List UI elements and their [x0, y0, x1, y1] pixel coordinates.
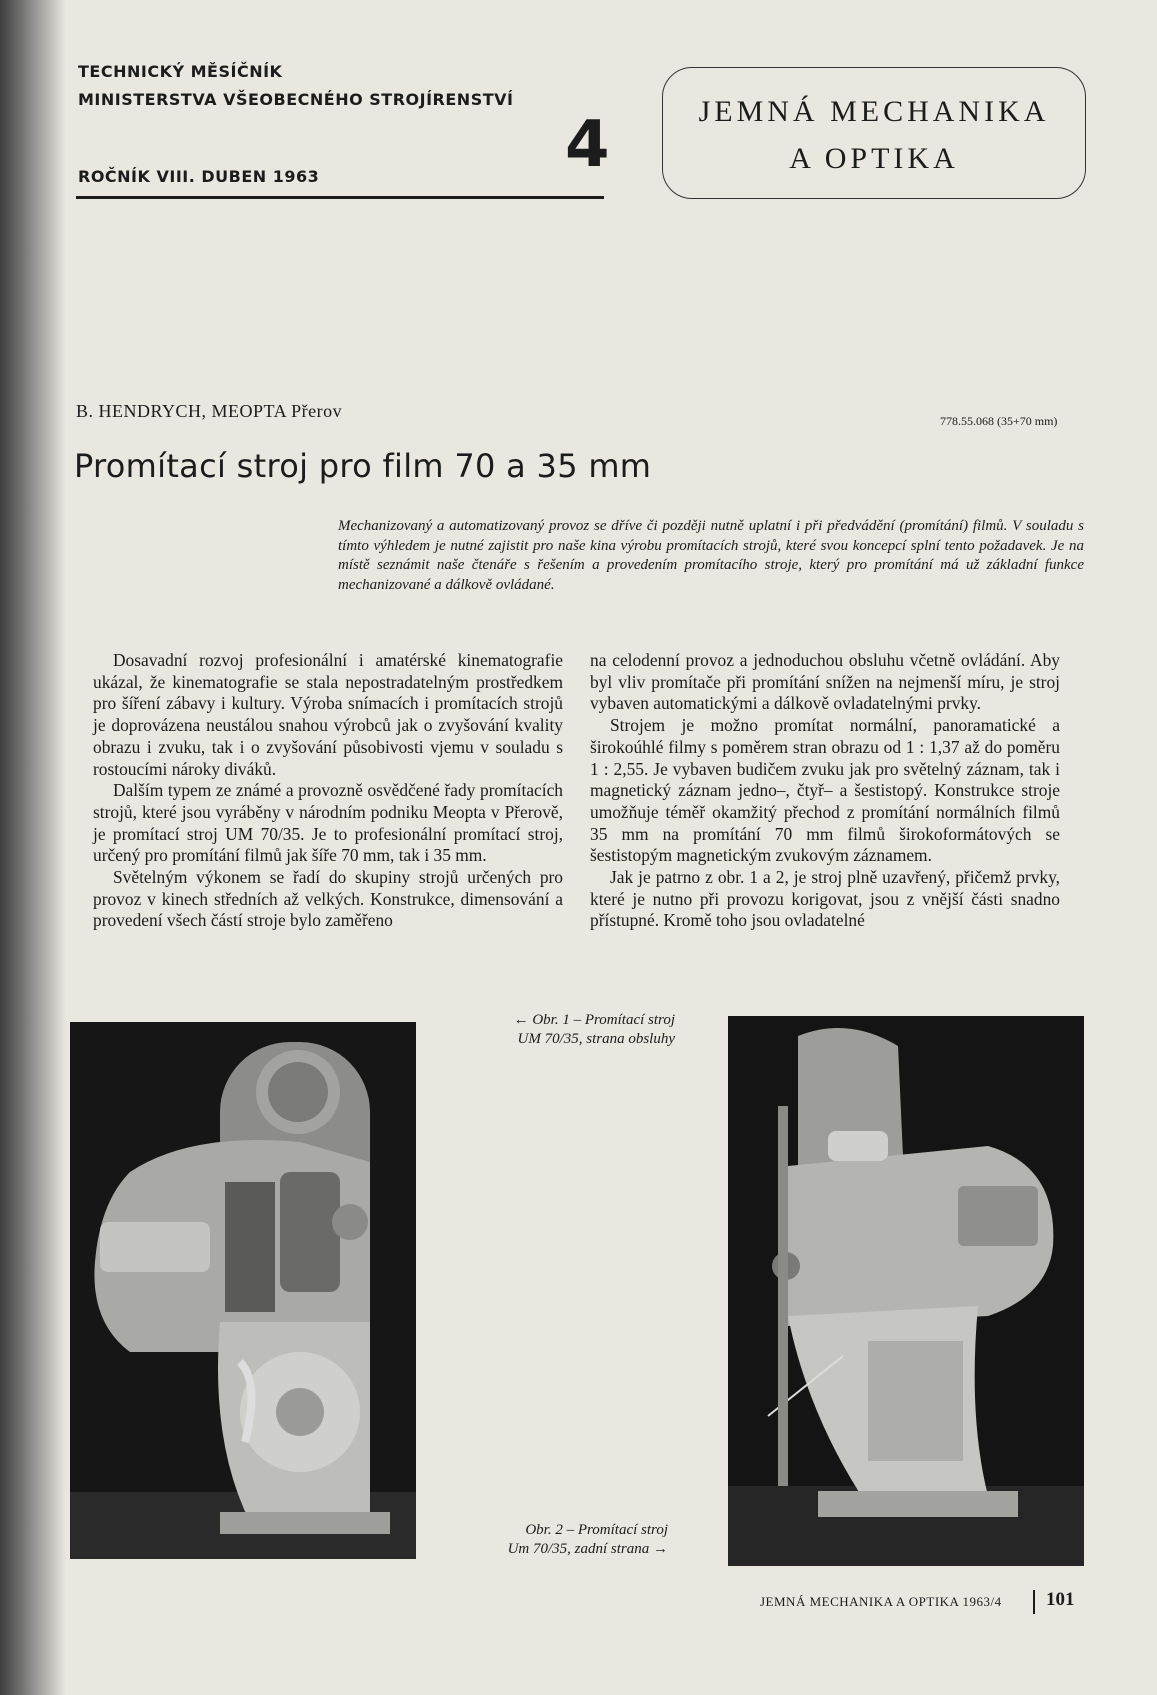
- article-abstract: Mechanizovaný a automatizovaný provoz se dříve či později nutně uplatní i při předvádění (promítání) filmů. V souladu s tímto výhledem je nutné zajistit pro naše kina výrobu promítacích strojů, které svou koncepcí splní tento požadavek. Je na místě seznámit naše čtenáře s řešením a provedením promítacího stroje, který pro promítání má už základní funkce mechanizované a dálkově ovládané.: [338, 518, 1084, 593]
- projector-rear-side-illustration: [728, 1016, 1084, 1566]
- journal-title-frame: [662, 67, 1086, 199]
- paragraph: Dalším typem ze známé a provozně osvědčené řady promítacích strojů, které jsou vyráběny v národním podniku Meopta v Přerově, je promítací stroj UM 70/35. Je to profesionální promítací stroj, určený pro promítání filmů jak šíře 70 mm, tak i 35 mm.: [93, 780, 563, 866]
- paragraph: Dosavadní rozvoj profesionální i amatérské kinematografie ukázal, že kinematografie se stala nepostradatelným prostředkem pro šíření zábavy i kultury. Výroba snímacích i promítacích strojů je doprovázena neustálou snahou výrobců jak o zvyšování kvality obrazu i zvuku, tak i o zvyšování působivosti vjemu v souladu s rostoucími nároky diváků.: [93, 650, 563, 779]
- masthead-rule: [76, 196, 604, 199]
- issue-number: 4: [565, 108, 610, 182]
- page-number: 101: [1046, 1589, 1075, 1610]
- caption-line: Um 70/35, zadní strana →: [507, 1541, 668, 1557]
- udc-classification: 778.55.068 (35+70 mm): [940, 414, 1058, 428]
- masthead-line-2: MINISTERSTVA VŠEOBECNÉHO STROJÍRENSTVÍ: [78, 90, 514, 109]
- paragraph: na celodenní provoz a jednoduchou obsluhu včetně ovládání. Aby byl vliv promítače při promítání snížen na nejmenší míru, je stroj vybaven automatickými a dálkově ovladatelnými prvky.: [590, 650, 1060, 714]
- body-column-left: [93, 650, 563, 932]
- binding-gutter-shadow: [0, 0, 66, 1695]
- footer-separator: [1033, 1590, 1035, 1614]
- figure-2-projector-photo: [728, 1016, 1084, 1566]
- caption-line: UM 70/35, strana obsluhy: [517, 1031, 675, 1047]
- figure-2-caption: [440, 1521, 668, 1559]
- masthead-volume-date: ROČNÍK VIII. DUBEN 1963: [78, 167, 320, 186]
- body-column-right: [590, 650, 1060, 932]
- paragraph: Jak je patrno z obr. 1 a 2, je stroj plně uzavřený, přičemž prvky, které je nutno při provozu korigovat, jsou z vnější části snadno přístupné. Kromě toho jsou ovladatelné: [590, 867, 1060, 931]
- projector-operator-side-illustration: [70, 1022, 416, 1559]
- running-footer-journal: JEMNÁ MECHANIKA A OPTIKA 1963/4: [760, 1594, 1002, 1609]
- journal-title-line-2: A OPTIKA: [789, 142, 959, 175]
- journal-title-line-1: JEMNÁ MECHANIKA: [698, 95, 1050, 128]
- caption-line: ← Obr. 1 – Promítací stroj: [513, 1012, 675, 1028]
- masthead-line-1: TECHNICKÝ MĚSÍČNÍK: [78, 62, 283, 81]
- figure-1-caption: [440, 1011, 675, 1049]
- caption-line: Obr. 2 – Promítací stroj: [525, 1522, 668, 1538]
- figure-1-projector-photo: [70, 1022, 416, 1559]
- paragraph: Světelným výkonem se řadí do skupiny strojů určených pro provoz v kinech středních až velkých. Konstrukce, dimensování a provedení všech částí stroje bylo zaměřeno: [93, 867, 563, 931]
- article-author: B. HENDRYCH, MEOPTA Přerov: [76, 401, 343, 421]
- article-title: Promítací stroj pro film 70 a 35 mm: [74, 447, 652, 485]
- paragraph: Strojem je možno promítat normální, panoramatické a širokoúhlé filmy s poměrem stran obrazu od 1 : 1,37 až do poměru 1 : 2,55. Je vybaven budičem zvuku jak pro světelný záznam, tak i magnetický záznam jedno–, čtyř– a šestistopý. Konstrukce stroje umožňuje téměř okamžitý přechod z promítání normálních filmů 35 mm na promítání 70 mm filmů širokoformátových se šestistopým magnetickým zvukovým záznamem.: [590, 715, 1060, 866]
